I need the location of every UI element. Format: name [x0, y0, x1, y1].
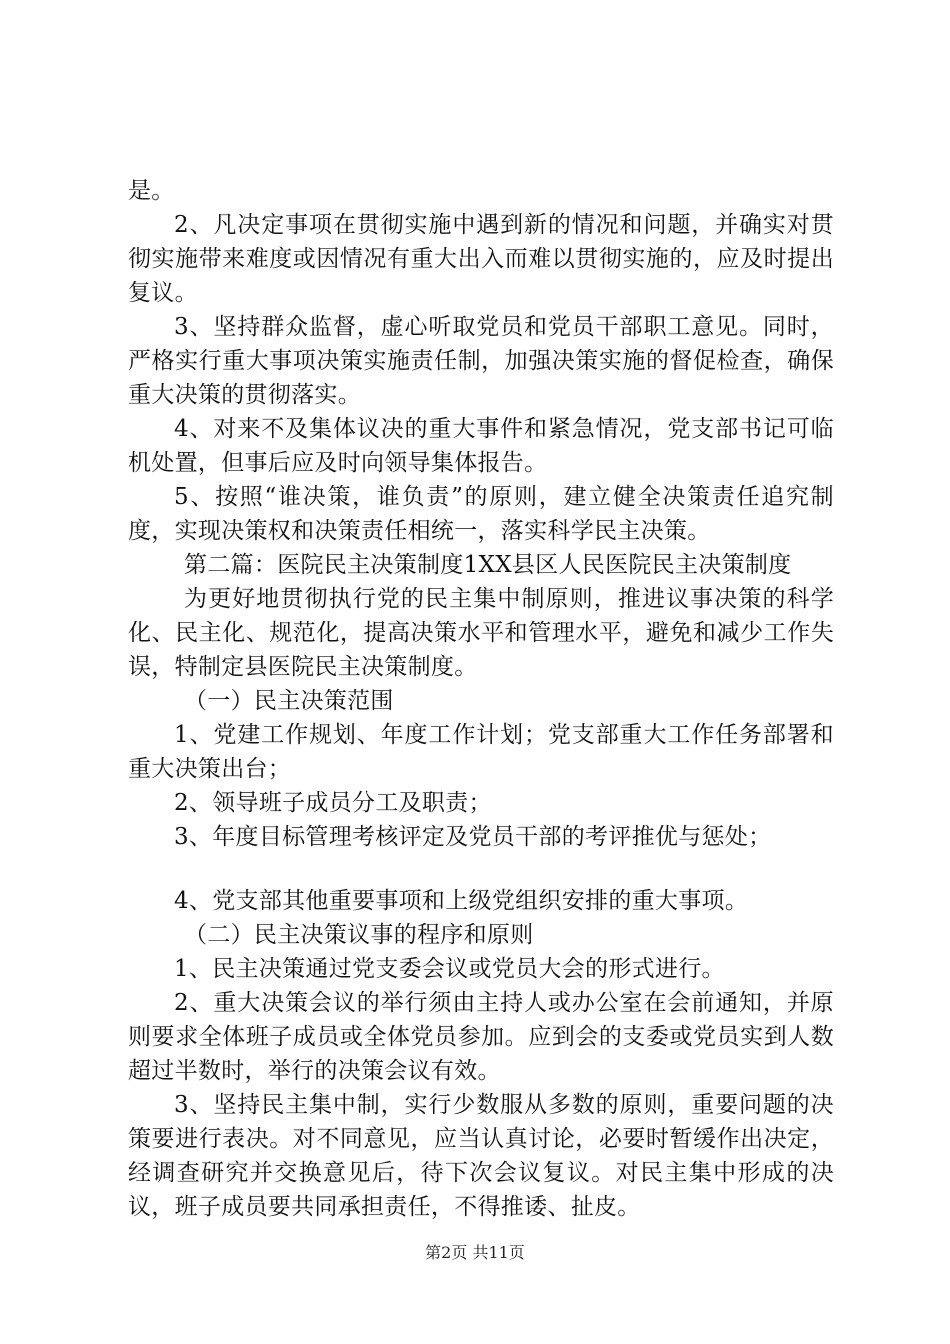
paragraph-scope-3: 3、年度目标管理考核评定及党员干部的考评推优与惩处；	[174, 824, 772, 850]
paragraph-item-4: 4、对来不及集体议决的重大事件和紧急情况，党支部书记可临机处置，但事后应及时向领导集体报告。	[128, 416, 834, 476]
subheading-procedure: （二）民主决策议事的程序和原则	[184, 922, 534, 948]
paragraph-continuation: 是。	[128, 178, 175, 204]
paragraph-scope-2: 2、领导班子成员分工及职责；	[174, 790, 492, 816]
section-heading-part-two: 第二篇：医院民主决策制度1XX县区人民医院民主决策制度	[184, 552, 792, 578]
page-number-footer: 第2页 共11页	[425, 1243, 525, 1262]
subheading-scope: （一）民主决策范围	[184, 688, 394, 714]
paragraph-item-5: 5、按照“谁决策，谁负责”的原则，建立健全决策责任追究制度，实现决策权和决策责任相统一，落实科学民主决策。	[128, 484, 834, 544]
paragraph-item-3: 3、坚持群众监督，虚心听取党员和党员干部职工意见。同时，严格实行重大事项决策实施责任制，加强决策实施的督促检查，确保重大决策的贯彻落实。	[128, 314, 834, 408]
paragraph-procedure-1: 1、民主决策通过党支委会议或党员大会的形式进行。	[174, 956, 725, 982]
paragraph-scope-1: 1、党建工作规划、年度工作计划；党支部重大工作任务部署和重大决策出台；	[128, 722, 834, 782]
document-body	[128, 174, 834, 1224]
paragraph-scope-4: 4、党支部其他重要事项和上级党组织安排的重大事项。	[174, 888, 749, 914]
paragraph-intro: 为更好地贯彻执行党的民主集中制原则，推进议事决策的科学化、民主化、规范化，提高决策水平和管理水平，避免和减少工作失误，特制定县医院民主决策制度。	[128, 586, 834, 680]
paragraph-item-2: 2、凡决定事项在贯彻实施中遇到新的情况和问题，并确实对贯彻实施带来难度或因情况有重大出入而难以贯彻实施的，应及时提出复议。	[128, 212, 834, 306]
paragraph-procedure-2: 2、重大决策会议的举行须由主持人或办公室在会前通知，并原则要求全体班子成员或全体党员参加。应到会的支委或党员实到人数超过半数时，举行的决策会议有效。	[128, 990, 834, 1084]
paragraph-procedure-3: 3、坚持民主集中制，实行少数服从多数的原则，重要问题的决策要进行表决。对不同意见，应当认真讨论，必要时暂缓作出决定，经调查研究并交换意见后，待下次会议复议。对民主集中形成的决议，班子成员要共同承担责任，不得推诿、扯皮。	[128, 1092, 834, 1220]
